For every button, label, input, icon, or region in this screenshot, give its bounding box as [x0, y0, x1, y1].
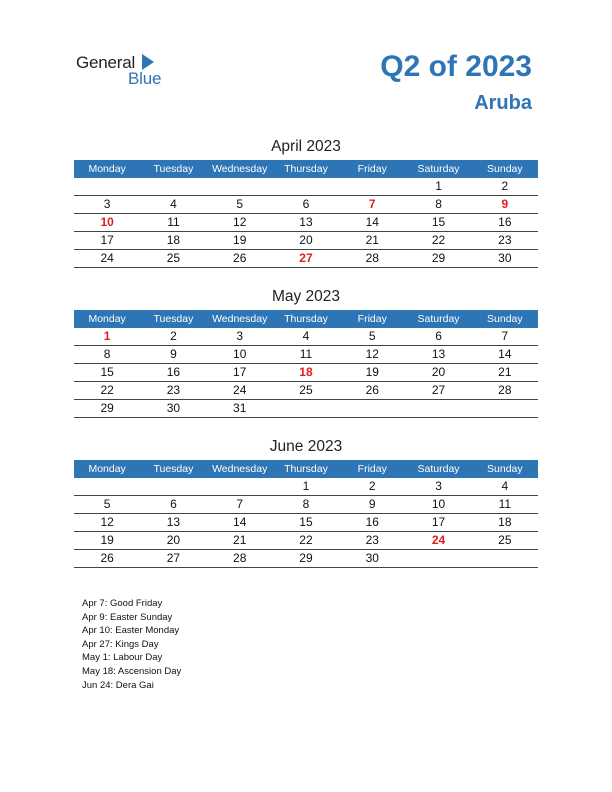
weekday-label: Sunday: [487, 463, 523, 475]
weekday-label: Thursday: [284, 163, 328, 175]
date-cell: 21: [233, 533, 247, 547]
weekday-label: Sunday: [487, 163, 523, 175]
date-cell: 21: [498, 365, 512, 379]
holiday-date-cell: 9: [501, 197, 509, 211]
week-row: [74, 364, 538, 382]
date-cell: 11: [167, 215, 180, 229]
date-cell: 2: [368, 479, 376, 493]
date-cell: 15: [431, 215, 446, 229]
date-cell: 11: [498, 497, 512, 511]
date-cell: 13: [431, 347, 446, 361]
holiday-entry: Apr 7: Good Friday: [82, 598, 163, 609]
date-cell: 8: [302, 497, 310, 511]
date-cell: 10: [233, 347, 247, 361]
date-cell: 20: [166, 533, 181, 547]
date-cell: 28: [365, 251, 379, 265]
date-cell: 19: [100, 533, 114, 547]
date-cell: 4: [170, 197, 177, 211]
date-cell: 24: [100, 251, 114, 265]
brand-name-blue: Blue: [128, 69, 162, 88]
date-cell: 14: [365, 215, 379, 229]
date-cell: 20: [431, 365, 446, 379]
holiday-date-cell: 1: [103, 329, 111, 343]
date-cell: 3: [236, 329, 244, 343]
week-row: [74, 214, 538, 232]
week-row: [74, 328, 538, 346]
week-row: [74, 514, 538, 532]
date-cell: 6: [435, 329, 442, 343]
date-cell: 25: [166, 251, 181, 265]
date-cell: 18: [166, 233, 181, 247]
date-cell: 6: [170, 497, 177, 511]
weekday-label: Friday: [357, 163, 387, 175]
date-cell: 15: [100, 365, 114, 379]
date-cell: 8: [435, 197, 442, 211]
week-row: [74, 382, 538, 400]
date-cell: 24: [233, 383, 247, 397]
weekday-label: Saturday: [417, 463, 460, 475]
weekday-header: [74, 310, 538, 328]
brand-flag-icon: [142, 54, 154, 70]
date-cell: 23: [166, 383, 181, 397]
holiday-date-cell: 10: [100, 215, 114, 229]
week-row: [74, 196, 538, 214]
date-cell: 17: [431, 515, 446, 529]
date-cell: 3: [435, 479, 442, 493]
holiday-list: [82, 597, 181, 692]
holiday-date-cell: 24: [431, 533, 446, 547]
date-cell: 25: [299, 383, 313, 397]
date-cell: [339, 178, 405, 195]
weekday-label: Saturday: [417, 313, 460, 325]
date-cell: 17: [233, 365, 247, 379]
weekday-label: Monday: [88, 163, 126, 175]
country-name: Aruba: [474, 92, 532, 114]
date-cell: 4: [501, 479, 509, 493]
weekday-label: Tuesday: [153, 163, 194, 175]
weekday-label: Wednesday: [212, 163, 268, 175]
date-cell: 27: [431, 383, 446, 397]
week-row: [74, 178, 538, 196]
date-cell: 3: [103, 197, 111, 211]
date-cell: 25: [498, 533, 512, 547]
date-cell: 22: [299, 533, 313, 547]
weekday-label: Thursday: [284, 463, 328, 475]
weekday-header: [74, 460, 538, 478]
holiday-entry: May 18: Ascension Day: [82, 665, 182, 677]
date-cell: 23: [365, 533, 379, 547]
month-calendar: [74, 287, 538, 418]
date-cell: [472, 550, 538, 567]
date-cell: [339, 400, 405, 417]
date-cell: 9: [170, 347, 177, 361]
weekday-label: Tuesday: [153, 313, 194, 325]
month-title: May 2023: [271, 288, 341, 305]
month-calendar: [74, 137, 538, 268]
date-cell: [140, 478, 206, 495]
date-cell: 1: [435, 179, 442, 193]
date-cell: [273, 178, 339, 195]
weekday-header: [74, 160, 538, 178]
date-cell: 14: [498, 347, 512, 361]
date-cell: 26: [100, 551, 114, 565]
date-cell: 15: [299, 515, 313, 529]
date-cell: 26: [233, 251, 247, 265]
date-cell: 14: [233, 515, 247, 529]
weekday-label: Sunday: [487, 313, 523, 325]
date-cell: 19: [365, 365, 379, 379]
date-cell: 30: [166, 401, 181, 415]
date-cell: [405, 400, 471, 417]
brand-logo: [76, 52, 176, 88]
week-row: [74, 250, 538, 268]
date-cell: 29: [299, 551, 313, 565]
date-cell: 30: [365, 551, 379, 565]
weekday-label: Tuesday: [153, 463, 194, 475]
date-cell: 2: [170, 329, 177, 343]
date-cell: 18: [498, 515, 512, 529]
date-cell: [207, 178, 273, 195]
holiday-entry: Apr 27: Kings Day: [82, 638, 159, 650]
date-cell: [74, 478, 140, 495]
week-row: [74, 400, 538, 418]
date-cell: [273, 400, 339, 417]
date-cell: 29: [431, 251, 446, 265]
date-cell: 27: [166, 551, 181, 565]
date-cell: 29: [100, 401, 114, 415]
date-cell: 2: [501, 179, 509, 193]
page-title: Q2 of 2023: [380, 50, 532, 83]
holiday-entry: May 1: Labour Day: [82, 652, 163, 664]
date-cell: 16: [166, 365, 181, 379]
date-cell: 12: [233, 215, 247, 229]
date-cell: [472, 400, 538, 417]
month-title: April 2023: [271, 138, 341, 155]
holiday-date-cell: 18: [299, 365, 313, 379]
week-row: [74, 532, 538, 550]
weekday-label: Thursday: [284, 313, 328, 325]
date-cell: 28: [233, 551, 247, 565]
date-cell: 9: [368, 497, 376, 511]
date-cell: 30: [498, 251, 512, 265]
date-cell: [405, 550, 471, 567]
week-row: [74, 496, 538, 514]
holiday-date-cell: 27: [299, 251, 313, 265]
month-calendar: [74, 437, 538, 568]
date-cell: 19: [233, 233, 247, 247]
date-cell: 13: [166, 515, 181, 529]
weekday-label: Monday: [88, 313, 126, 325]
week-row: [74, 550, 538, 568]
date-cell: 12: [365, 347, 379, 361]
date-cell: 11: [299, 347, 313, 361]
weekday-label: Friday: [357, 463, 387, 475]
month-title: June 2023: [269, 438, 343, 455]
date-cell: [207, 478, 273, 495]
date-cell: [140, 178, 206, 195]
holiday-entry: Jun 24: Dera Gai: [82, 679, 154, 691]
date-cell: 4: [302, 329, 310, 343]
holiday-entry: Apr 9: Easter Sunday: [82, 611, 173, 623]
date-cell: 1: [302, 479, 310, 493]
date-cell: 22: [100, 383, 114, 397]
date-cell: 16: [498, 215, 512, 229]
date-cell: 7: [236, 497, 244, 511]
date-cell: 26: [365, 383, 379, 397]
date-cell: 5: [368, 329, 376, 343]
date-cell: 21: [365, 233, 379, 247]
date-cell: 7: [501, 329, 509, 343]
date-cell: 5: [103, 497, 111, 511]
date-cell: 13: [299, 215, 313, 229]
holiday-entry: Apr 10: Easter Monday: [82, 625, 180, 637]
date-cell: 28: [498, 383, 512, 397]
date-cell: 12: [100, 515, 114, 529]
weekday-label: Monday: [88, 463, 126, 475]
week-row: [74, 346, 538, 364]
date-cell: 23: [498, 233, 512, 247]
holiday-date-cell: 7: [368, 197, 376, 211]
date-cell: 31: [233, 401, 247, 415]
date-cell: 20: [299, 233, 313, 247]
date-cell: 16: [365, 515, 379, 529]
date-cell: 22: [431, 233, 446, 247]
date-cell: 6: [302, 197, 310, 211]
weekday-label: Friday: [357, 313, 387, 325]
weekday-label: Wednesday: [212, 463, 268, 475]
weekday-label: Wednesday: [212, 313, 268, 325]
date-cell: 10: [431, 497, 446, 511]
weekday-label: Saturday: [417, 163, 460, 175]
week-row: [74, 232, 538, 250]
date-cell: [74, 178, 140, 195]
brand-name-general: General: [76, 53, 136, 72]
date-cell: 5: [236, 197, 244, 211]
date-cell: 8: [103, 347, 111, 361]
week-row: [74, 478, 538, 496]
date-cell: 17: [100, 233, 114, 247]
